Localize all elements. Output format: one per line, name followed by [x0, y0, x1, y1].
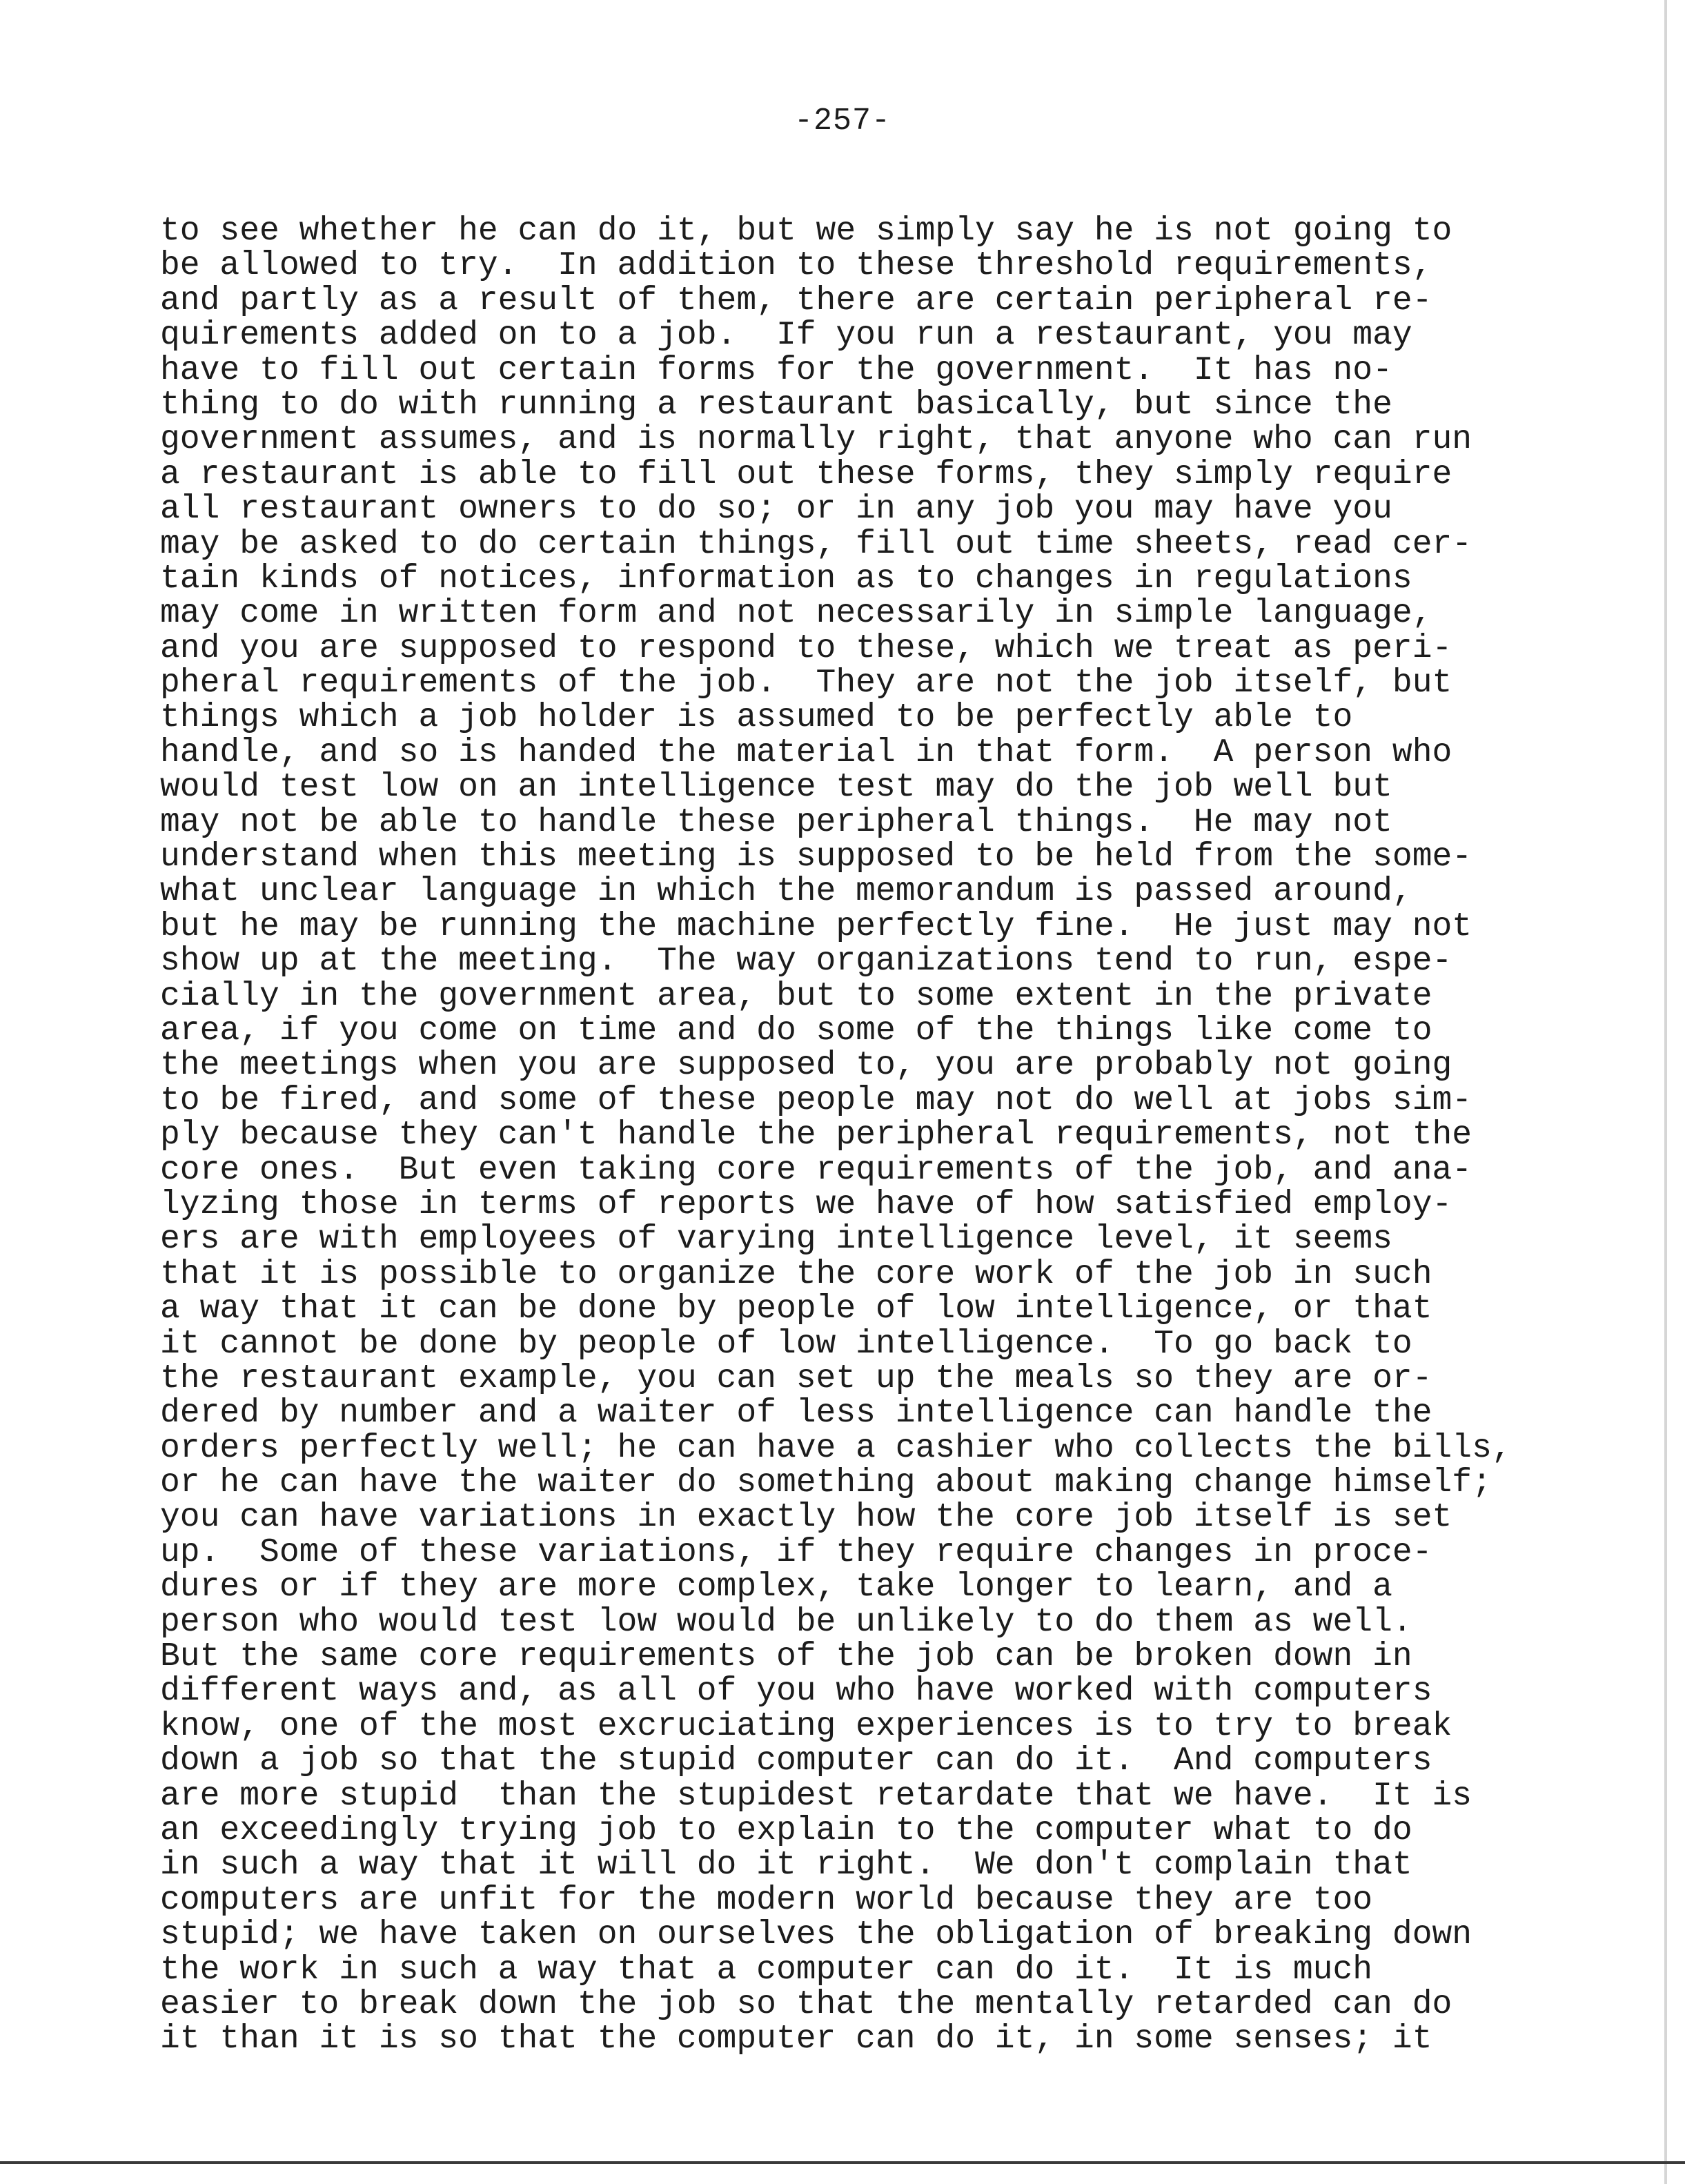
text-line: all restaurant owners to do so; or in any job you may have you: [160, 491, 1392, 529]
text-line: person who would test low would be unlikely to do them as well.: [160, 1603, 1412, 1641]
text-line: it than it is so that the computer can do it, in some senses; it: [160, 2020, 1432, 2058]
text-line: the work in such a way that a computer can do it. It is much: [160, 1951, 1373, 1989]
text-line: up. Some of these variations, if they require changes in proce-: [160, 1533, 1432, 1571]
text-line: the restaurant example, you can set up the meals so they are or-: [160, 1359, 1432, 1397]
text-line: have to fill out certain forms for the government. It has no-: [160, 351, 1392, 389]
text-line: a restaurant is able to fill out these forms, they simply require: [160, 455, 1452, 493]
text-line: the meetings when you are supposed to, you are probably not going: [160, 1047, 1452, 1085]
text-line: to see whether he can do it, but we simply say he is not going to: [160, 213, 1452, 250]
text-line: thing to do with running a restaurant basically, but since the: [160, 386, 1392, 424]
page-edge-right: [1664, 0, 1667, 2184]
text-line: stupid; we have taken on ourselves the obligation of breaking down: [160, 1916, 1472, 1954]
text-line: may not be able to handle these peripheral things. He may not: [160, 803, 1392, 841]
text-line: an exceedingly trying job to explain to the computer what to do: [160, 1811, 1412, 1849]
page-edge-bottom: [0, 2161, 1685, 2164]
text-line: in such a way that it will do it right. We don't complain that: [160, 1847, 1412, 1885]
text-line: area, if you come on time and do some of the things like come to: [160, 1012, 1432, 1050]
text-line: it cannot be done by people of low intelligence. To go back to: [160, 1325, 1412, 1363]
text-line: but he may be running the machine perfectly fine. He just may not: [160, 907, 1472, 945]
text-line: you can have variations in exactly how the core job itself is set: [160, 1499, 1452, 1537]
text-line: ers are with employees of varying intelligence level, it seems: [160, 1221, 1392, 1259]
text-line: cially in the government area, but to some extent in the private: [160, 977, 1432, 1015]
text-line: are more stupid than the stupidest retardate that we have. It is: [160, 1777, 1472, 1815]
text-line: what unclear language in which the memorandum is passed around,: [160, 873, 1412, 911]
text-line: would test low on an intelligence test may do the job well but: [160, 769, 1392, 807]
page-number: -257-: [794, 104, 891, 139]
text-line: orders perfectly well; he can have a cashier who collects the bills,: [160, 1429, 1512, 1467]
text-line: know, one of the most excruciating experiences is to try to break: [160, 1707, 1452, 1745]
text-line: a way that it can be done by people of low intelligence, or that: [160, 1290, 1432, 1328]
text-line: to be fired, and some of these people may not do well at jobs sim-: [160, 1081, 1472, 1119]
text-line: government assumes, and is normally right, that anyone who can run: [160, 421, 1472, 459]
text-line: may come in written form and not necessarily in simple language,: [160, 595, 1432, 633]
text-line: dered by number and a waiter of less intelligence can handle the: [160, 1395, 1432, 1433]
text-line: and you are supposed to respond to these, which we treat as peri-: [160, 629, 1452, 667]
body-text: [160, 214, 1644, 2057]
text-line: understand when this meeting is supposed to be held from the some-: [160, 838, 1472, 876]
text-line: lyzing those in terms of reports we have of how satisfied employ-: [160, 1186, 1452, 1223]
text-line: ply because they can't handle the peripheral requirements, not the: [160, 1116, 1472, 1154]
text-line: core ones. But even taking core requirements of the job, and ana-: [160, 1151, 1472, 1189]
text-line: tain kinds of notices, information as to changes in regulations: [160, 560, 1412, 598]
text-line: be allowed to try. In addition to these threshold requirements,: [160, 247, 1432, 285]
text-line: easier to break down the job so that the mentally retarded can do: [160, 1985, 1452, 2023]
text-line: computers are unfit for the modern world because they are too: [160, 1881, 1373, 1919]
text-line: and partly as a result of them, there are certain peripheral re-: [160, 282, 1432, 319]
text-line: may be asked to do certain things, fill out time sheets, read cer-: [160, 525, 1472, 563]
text-line: show up at the meeting. The way organizations tend to run, espe-: [160, 943, 1452, 981]
text-line: down a job so that the stupid computer can do it. And computers: [160, 1742, 1432, 1780]
text-line: But the same core requirements of the job can be broken down in: [160, 1638, 1412, 1676]
text-line: or he can have the waiter do something about making change himself;: [160, 1464, 1492, 1502]
text-line: dures or if they are more complex, take longer to learn, and a: [160, 1568, 1392, 1606]
text-line: quirements added on to a job. If you run a restaurant, you may: [160, 317, 1412, 355]
text-line: handle, and so is handed the material in that form. A person who: [160, 734, 1452, 771]
text-line: different ways and, as all of you who have worked with computers: [160, 1673, 1432, 1711]
text-line: things which a job holder is assumed to be perfectly able to: [160, 699, 1353, 737]
text-line: that it is possible to organize the core work of the job in such: [160, 1255, 1432, 1293]
text-line: pheral requirements of the job. They are not the job itself, but: [160, 665, 1452, 702]
